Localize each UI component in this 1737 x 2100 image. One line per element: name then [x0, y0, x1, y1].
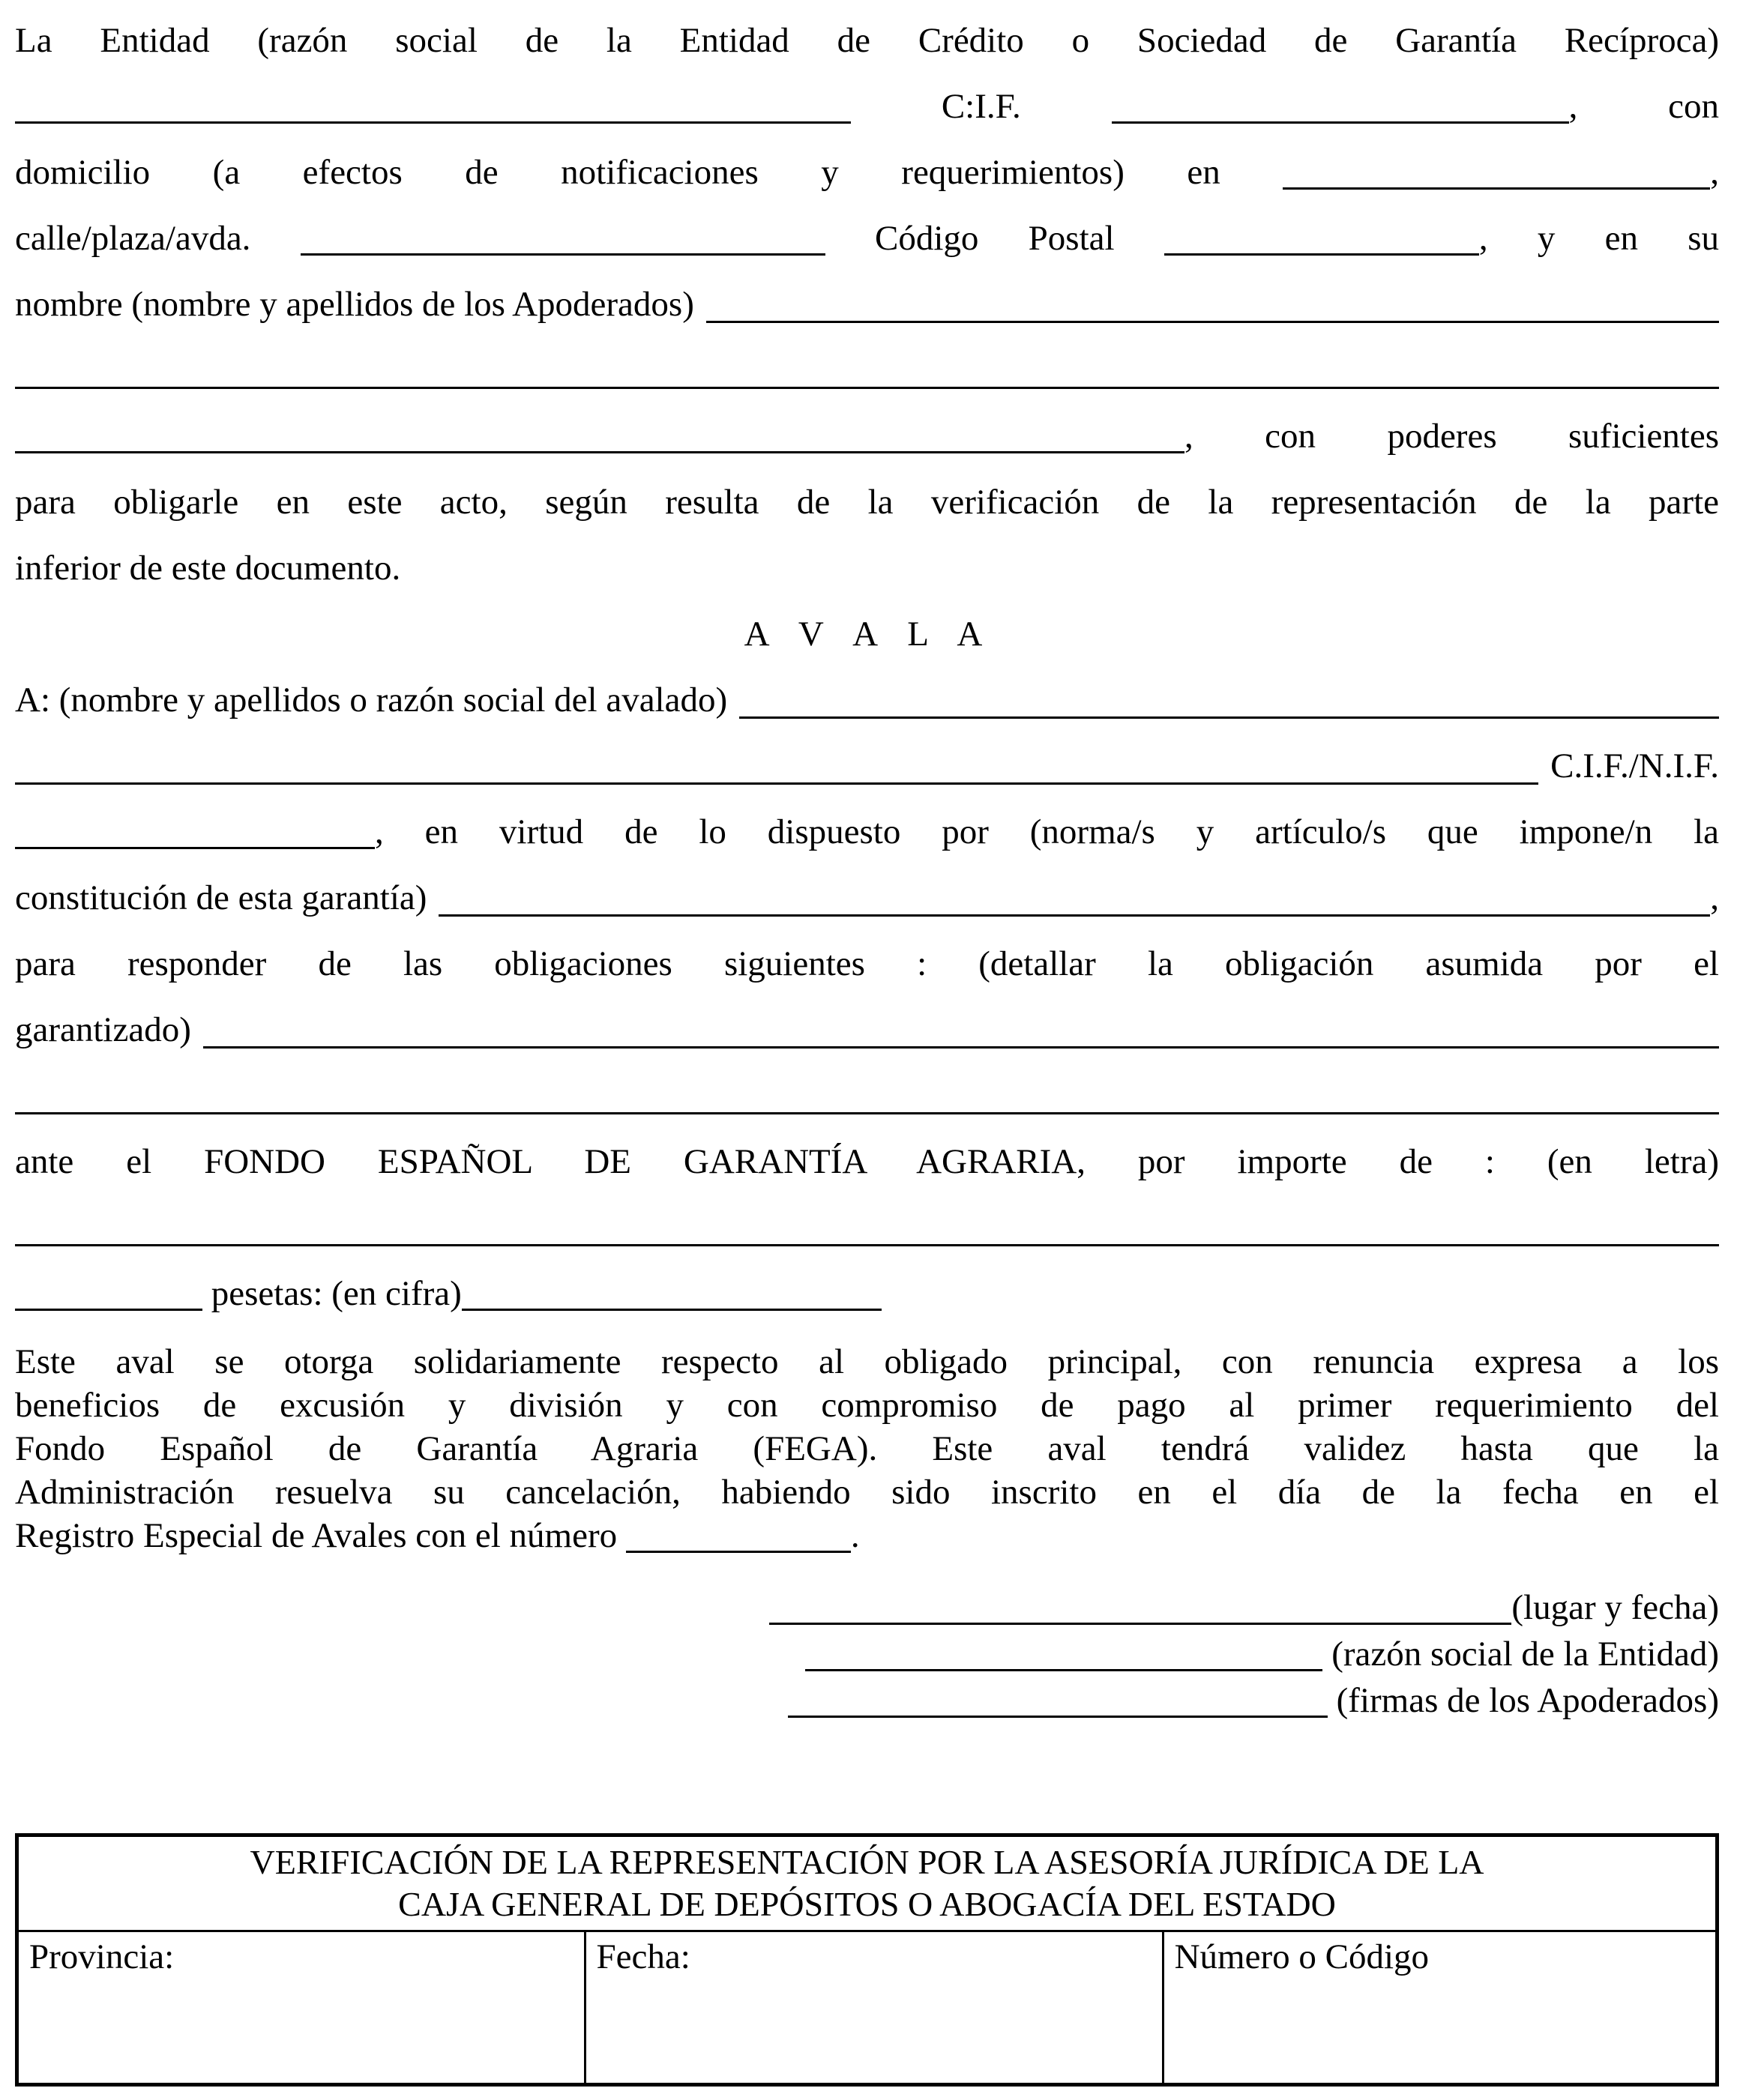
doc-line: [15, 139, 1719, 205]
fill-in-blank-apoderados-end: [15, 451, 1184, 453]
garantizado-label: garantizado): [15, 1010, 191, 1049]
pesetas-label: pesetas: (en cifra): [211, 1274, 462, 1313]
fill-in-blank-razon-social: [805, 1669, 1322, 1671]
avalado-label: A: (nombre y apellidos o razón social del avalado): [15, 681, 728, 719]
entity-intro-text: La Entidad (razón social de la Entidad de Crédito o Sociedad de Garantía Recíproca): [15, 21, 1719, 60]
numero-codigo-cell: [1163, 1931, 1717, 2085]
doc-line: [15, 1063, 1719, 1129]
apoderados-label: nombre (nombre y apellidos de los Apoderados): [15, 285, 694, 324]
fill-group-codigo-postal: [1164, 219, 1488, 258]
signature-block: [15, 1584, 1719, 1724]
doc-line: [15, 733, 1719, 799]
paragraph-text: Este aval se otorga solidariamente respecto al obligado principal, con renuncia expresa a los: [15, 1342, 1719, 1381]
fill-in-blank-letra-end: [15, 1309, 202, 1311]
fill-in-blank-obligacion-cont: [15, 1112, 1719, 1114]
comma-text: ,: [1478, 219, 1488, 258]
paragraph-text: beneficios de excusión y división y con compromiso de pago al primer requerimiento del: [15, 1386, 1719, 1425]
fill-in-blank-cifra: [462, 1309, 882, 1311]
doc-line: [15, 1129, 1719, 1195]
numero-codigo-label: Número o Código: [1174, 1937, 1430, 1976]
solidarity-paragraph: [15, 1340, 1719, 1557]
fill-in-blank-importe-letra: [15, 1244, 1719, 1246]
fill-in-blank-firmas: [788, 1716, 1328, 1718]
fill-in-blank-apoderados-cont: [15, 387, 1719, 389]
fill-in-blank-registro-numero: [626, 1551, 851, 1553]
signature-line: [15, 1584, 1719, 1631]
obligarle-text: para obligarle en este acto, según resulta de la verificación de la representación de la parte: [15, 483, 1719, 522]
paragraph-line: [15, 1427, 1719, 1470]
signature-line: [15, 1677, 1719, 1724]
razon-social-label: (razón social de la Entidad): [1331, 1635, 1719, 1674]
paragraph-text: Fondo Español de Garantía Agraria (FEGA). Este aval tendrá validez hasta que la: [15, 1429, 1719, 1468]
fill-group-cif-nif: [15, 812, 384, 851]
table-header-line: CAJA GENERAL DE DEPÓSITOS O ABOGACÍA DEL ESTADO: [398, 1885, 1336, 1923]
doc-line: [15, 73, 1719, 139]
domicilio-text: domicilio (a efectos de notificaciones y requerimientos) en: [15, 153, 1220, 192]
firmas-label: (firmas de los Apoderados): [1336, 1681, 1719, 1720]
period-text: .: [850, 1516, 860, 1555]
doc-line: [15, 667, 1719, 733]
fill-group-domicilio: [1283, 153, 1719, 192]
fill-in-blank-calle: [301, 253, 825, 256]
paragraph-line: [15, 1384, 1719, 1427]
verification-table-header-cell: [17, 1835, 1718, 1931]
doc-line: [15, 271, 1719, 337]
fega-importe-text: ante el FONDO ESPAÑOL DE GARANTÍA AGRARIA, por importe de : (en letra): [15, 1142, 1719, 1181]
doc-line: [15, 865, 1719, 931]
provincia-label: Provincia:: [29, 1937, 175, 1976]
provincia-cell: [17, 1931, 585, 2085]
doc-line: [15, 931, 1719, 997]
doc-line: [15, 469, 1719, 535]
poderes-text: con poderes suficientes: [1265, 417, 1720, 456]
responder-text: para responder de las obligaciones siguientes : (detallar la obligación asumida por el: [15, 944, 1719, 983]
fill-in-blank-domicilio: [1283, 187, 1710, 190]
calle-label: calle/plaza/avda.: [15, 219, 251, 258]
verification-table: [15, 1833, 1719, 2087]
fill-in-blank-cif: [1112, 121, 1569, 124]
paragraph-line: [15, 1340, 1719, 1384]
fill-in-blank-avalado: [739, 716, 1719, 719]
lugar-fecha-label: (lugar y fecha): [1511, 1588, 1719, 1627]
comma-text: ,: [1710, 878, 1719, 917]
avala-heading: [15, 601, 1719, 667]
cif-nif-label: C.I.F./N.I.F.: [1550, 746, 1719, 785]
virtud-text: en virtud de lo dispuesto por (norma/s y artículo/s que impone/n la: [424, 812, 1720, 851]
fill-in-blank-avalado-cont: [15, 782, 1538, 785]
doc-line: [15, 799, 1719, 865]
table-header-line: VERIFICACIÓN DE LA REPRESENTACIÓN POR LA ASESORÍA JURÍDICA DE LA: [250, 1843, 1484, 1881]
fill-group-poderes: [15, 417, 1193, 456]
fill-in-blank-obligacion: [203, 1046, 1719, 1049]
doc-line: [15, 205, 1719, 271]
fill-group-cif: [1112, 87, 1578, 126]
fecha-cell: [585, 1931, 1163, 2085]
fill-in-blank-lugar-fecha: [769, 1623, 1511, 1625]
fill-in-blank-cif-nif: [15, 847, 375, 849]
cif-label: C:I.F.: [941, 87, 1021, 126]
constitucion-label: constitución de esta garantía): [15, 878, 427, 917]
doc-line: [15, 7, 1719, 73]
paragraph-line: [15, 1470, 1719, 1514]
fecha-label: Fecha:: [596, 1937, 690, 1976]
paragraph-text: Registro Especial de Avales con el número: [15, 1516, 618, 1555]
doc-line: [15, 403, 1719, 469]
inferior-text: inferior de este documento.: [15, 549, 401, 588]
fill-in-blank-codigo-postal: [1164, 253, 1479, 256]
comma-text: ,: [1184, 417, 1193, 456]
comma-text: ,: [1710, 153, 1719, 192]
fill-in-blank-entity-name: [15, 121, 851, 124]
fill-in-blank-norma: [439, 914, 1710, 917]
con-text: con: [1668, 87, 1719, 126]
codigo-postal-label: Código Postal: [874, 219, 1115, 258]
verification-table-fields-row: [17, 1931, 1718, 2085]
verification-table-header-row: [17, 1835, 1718, 1931]
doc-line: [15, 997, 1719, 1063]
y-en-su-text: y en su: [1537, 219, 1720, 258]
signature-line: [15, 1631, 1719, 1677]
paragraph-line: [15, 1514, 1719, 1557]
doc-line: [15, 1195, 1719, 1261]
doc-line: [15, 535, 1719, 601]
comma-text: ,: [375, 812, 384, 851]
doc-line: [15, 1261, 1719, 1327]
comma-text: ,: [1568, 87, 1578, 126]
doc-line: [15, 337, 1719, 403]
paragraph-text: Administración resuelva su cancelación, habiendo sido inscrito en el día de la fecha en el: [15, 1473, 1719, 1512]
avala-text: A V A L A: [744, 615, 990, 654]
fill-in-blank-apoderados: [706, 321, 1719, 323]
